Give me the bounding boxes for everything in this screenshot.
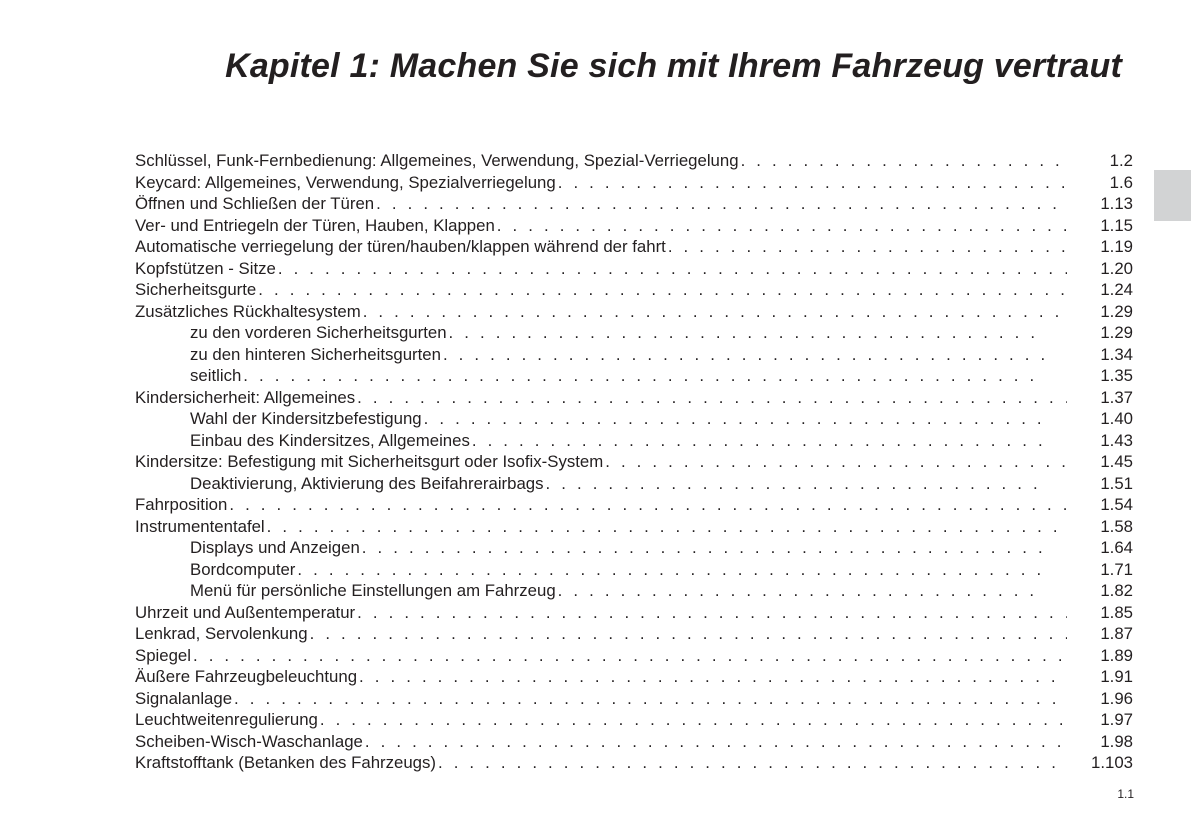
toc-subentry[interactable] [135, 473, 1133, 495]
toc-entry-page: 1.2 [1109, 151, 1133, 170]
page-number: 1.1 [1117, 787, 1134, 801]
toc-entry-label: Kindersitze: Befestigung mit Sicherheitsgurt oder Isofix-System [135, 452, 604, 471]
toc-entry-label: Signalanlage [135, 688, 233, 708]
toc-entry[interactable] [135, 688, 1133, 710]
chapter-title: Kapitel 1: Machen Sie sich mit Ihrem Fahrzeug vertraut [225, 46, 1122, 85]
toc-entry[interactable] [135, 172, 1133, 194]
dot-leader [558, 172, 1067, 194]
toc-entry[interactable] [135, 301, 1133, 323]
dot-leader [605, 451, 1067, 473]
toc-entry-page: 1.34 [1100, 344, 1133, 364]
toc-entry-label: Keycard: Allgemeines, Verwendung, Spezialverriegelung [135, 172, 556, 192]
toc-entry-page: 1.6 [1109, 172, 1133, 192]
toc-entry-page: 1.96 [1100, 688, 1133, 708]
chapter-tab-marker [1154, 170, 1191, 221]
toc-entry-page: 1.24 [1100, 280, 1133, 299]
toc-entry[interactable] [135, 150, 1133, 172]
toc-entry-page: 1.82 [1100, 581, 1133, 600]
toc-entry-label: zu den vorderen Sicherheitsgurten [190, 323, 447, 342]
toc-entry-label: Kopfstützen - Sitze [135, 258, 276, 278]
dot-leader [558, 580, 1045, 602]
toc-entry-page: 1.91 [1100, 667, 1133, 686]
toc-entry[interactable] [135, 215, 1133, 237]
toc-entry-page: 1.54 [1100, 495, 1133, 514]
toc-entry[interactable] [135, 623, 1133, 645]
toc-entry-page: 1.45 [1100, 452, 1133, 471]
toc-entry[interactable] [135, 602, 1133, 624]
toc-entry-label: Schlüssel, Funk-Fernbedienung: Allgemeines, Verwendung, Spezial-Verriegelung [135, 151, 739, 170]
toc-entry-page: 1.58 [1100, 516, 1133, 536]
dot-leader [310, 623, 1067, 645]
dot-leader [362, 537, 1045, 559]
dot-leader [234, 688, 1067, 710]
toc-entry-page: 1.87 [1100, 624, 1133, 643]
toc-subentry[interactable] [135, 559, 1133, 581]
toc-entry-label: Lenkrad, Servolenkung [135, 624, 308, 643]
toc-entry[interactable] [135, 236, 1133, 258]
dot-leader [320, 709, 1067, 731]
dot-leader [243, 365, 1045, 387]
dot-leader [357, 602, 1067, 624]
toc-entry-page: 1.64 [1100, 538, 1133, 557]
dot-leader [449, 322, 1045, 344]
toc-entry[interactable] [135, 731, 1133, 753]
toc-entry[interactable] [135, 387, 1133, 409]
toc-entry-label: Öffnen und Schließen der Türen [135, 194, 375, 213]
toc-entry-label: Wahl der Kindersitzbefestigung [190, 409, 422, 428]
toc-entry[interactable] [135, 516, 1133, 538]
toc-entry[interactable] [135, 666, 1133, 688]
toc-entry-page: 1.40 [1100, 409, 1133, 428]
toc-entry-label: Kraftstofftank (Betanken des Fahrzeugs) [135, 753, 436, 772]
toc-entry-page: 1.15 [1100, 215, 1133, 235]
toc-entry-label: Uhrzeit und Außentemperatur [135, 602, 356, 622]
toc-entry-page: 1.51 [1100, 473, 1133, 493]
toc-entry-label: Zusätzliches Rückhaltesystem [135, 301, 361, 321]
toc-entry[interactable] [135, 193, 1133, 215]
dot-leader [359, 666, 1067, 688]
dot-leader [741, 150, 1067, 172]
toc-entry-page: 1.29 [1100, 301, 1133, 321]
toc-subentry[interactable] [135, 344, 1133, 366]
toc-entry[interactable] [135, 258, 1133, 280]
toc-subentry[interactable] [135, 322, 1133, 344]
toc-entry-page: 1.89 [1100, 645, 1133, 665]
toc-entry-label: zu den hinteren Sicherheitsgurten [190, 344, 441, 364]
toc-entry-label: Deaktivierung, Aktivierung des Beifahrerairbags [190, 473, 544, 493]
toc-entry-label: Displays und Anzeigen [190, 538, 360, 557]
toc-subentry[interactable] [135, 430, 1133, 452]
toc-entry[interactable] [135, 494, 1133, 516]
toc-entry-page: 1.29 [1100, 323, 1133, 342]
toc-entry-label: Leuchtweitenregulierung [135, 710, 318, 729]
toc-entry-page: 1.85 [1100, 602, 1133, 622]
toc-entry-page: 1.20 [1100, 258, 1133, 278]
toc-subentry[interactable] [135, 408, 1133, 430]
toc-entry-label: Fahrposition [135, 495, 228, 514]
dot-leader [363, 301, 1067, 323]
toc-subentry[interactable] [135, 537, 1133, 559]
toc-entry-page: 1.35 [1100, 366, 1133, 385]
dot-leader [267, 516, 1067, 538]
dot-leader [258, 279, 1067, 301]
dot-leader [365, 731, 1067, 753]
toc-entry-page: 1.97 [1100, 710, 1133, 729]
toc-entry-page: 1.103 [1091, 753, 1133, 772]
dot-leader [278, 258, 1067, 280]
toc-entry[interactable] [135, 451, 1133, 473]
dot-leader [546, 473, 1045, 495]
toc-entry-label: Spiegel [135, 645, 191, 665]
toc-entry-label: Äußere Fahrzeugbeleuchtung [135, 667, 358, 686]
dot-leader [376, 193, 1067, 215]
toc-entry[interactable] [135, 752, 1133, 774]
dot-leader [497, 215, 1067, 237]
toc-entry-page: 1.98 [1100, 731, 1133, 751]
table-of-contents [135, 150, 1133, 774]
dot-leader [297, 559, 1045, 581]
toc-entry-page: 1.71 [1100, 559, 1133, 579]
toc-subentry[interactable] [135, 365, 1133, 387]
dot-leader [443, 344, 1045, 366]
toc-entry-label: Bordcomputer [190, 559, 296, 579]
dot-leader [472, 430, 1045, 452]
toc-entry-label: seitlich [190, 366, 242, 385]
dot-leader [357, 387, 1067, 409]
toc-entry-label: Kindersicherheit: Allgemeines [135, 387, 356, 407]
toc-entry-label: Einbau des Kindersitzes, Allgemeines [190, 430, 470, 450]
toc-entry-label: Instrumententafel [135, 516, 265, 536]
dot-leader [668, 236, 1067, 258]
toc-entry-page: 1.43 [1100, 430, 1133, 450]
dot-leader [193, 645, 1067, 667]
dot-leader [424, 408, 1045, 430]
toc-entry-label: Scheiben-Wisch-Waschanlage [135, 731, 363, 751]
toc-entry-page: 1.13 [1100, 194, 1133, 213]
toc-entry[interactable] [135, 709, 1133, 731]
toc-entry-label: Ver- und Entriegeln der Türen, Hauben, Klappen [135, 215, 495, 235]
toc-entry-label: Automatische verriegelung der türen/hauben/klappen während der fahrt [135, 237, 666, 256]
toc-entry-page: 1.19 [1100, 237, 1133, 256]
dot-leader [438, 752, 1067, 774]
toc-entry[interactable] [135, 645, 1133, 667]
toc-entry-page: 1.37 [1100, 387, 1133, 407]
dot-leader [229, 494, 1067, 516]
toc-entry-label: Menü für persönliche Einstellungen am Fahrzeug [190, 581, 556, 600]
toc-entry[interactable] [135, 279, 1133, 301]
toc-entry-label: Sicherheitsgurte [135, 280, 257, 299]
toc-subentry[interactable] [135, 580, 1133, 602]
